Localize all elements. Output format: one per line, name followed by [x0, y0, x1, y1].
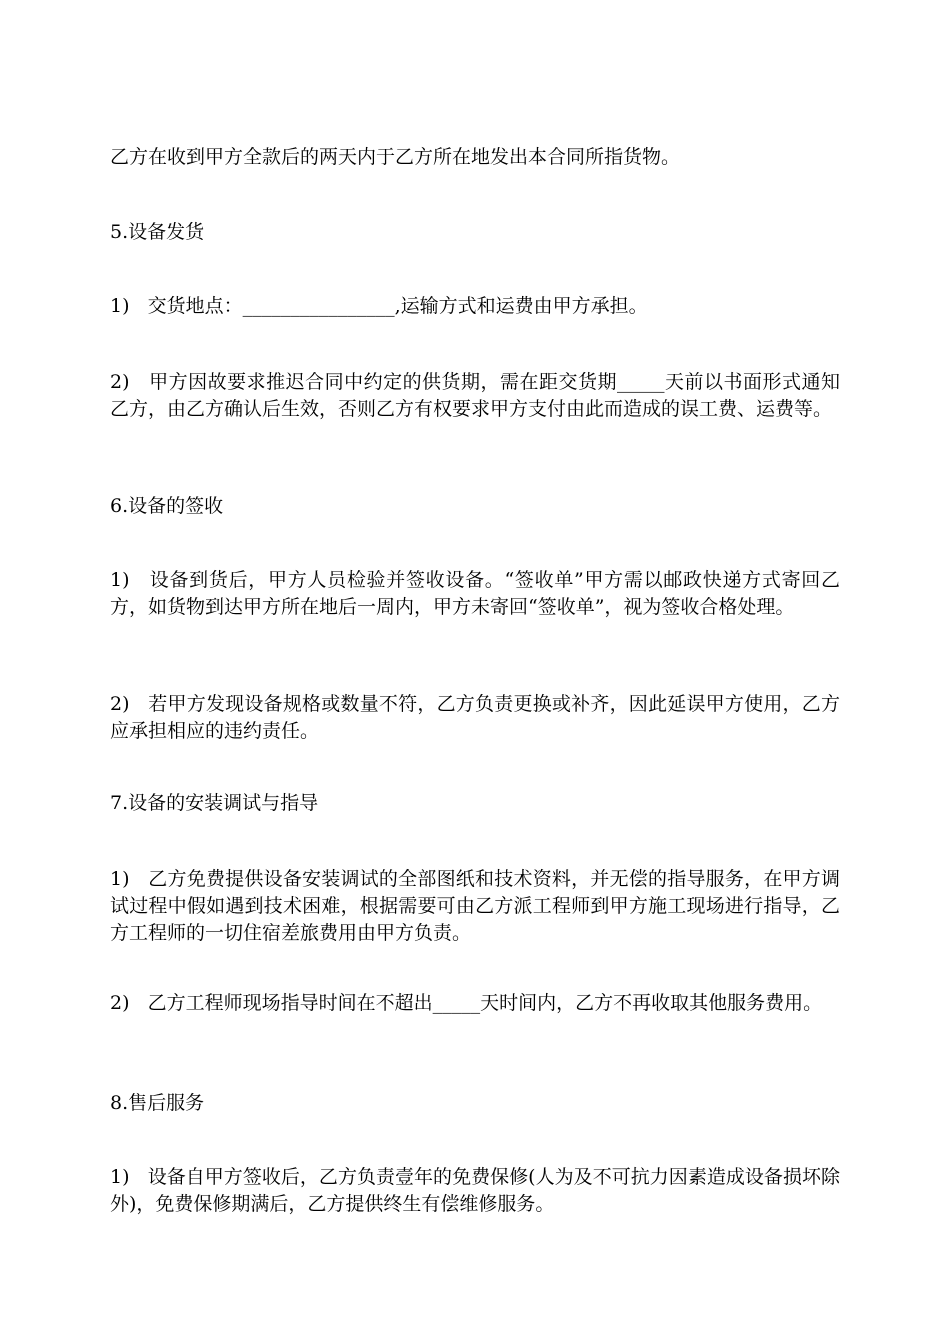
section-heading-after-sales: 8.售后服务: [110, 1092, 205, 1114]
paragraph-receipt-inspection: 1) 设备到货后，甲方人员检验并签收设备。“签收单”甲方需以邮政快递方式寄回乙方，如货物到达甲方所在地后一周内，甲方未寄回“签收单”，视为签收合格处理。: [110, 569, 840, 618]
section-heading-equipment-receipt: 6.设备的签收: [110, 495, 224, 517]
section-heading-equipment-shipping: 5.设备发货: [110, 221, 205, 243]
paragraph-spec-mismatch: 2) 若甲方发现设备规格或数量不符，乙方负责更换或补齐，因此延误甲方使用，乙方应承担相应的违约责任。: [110, 693, 840, 742]
paragraph-delivery-location: 1) 交货地点：________________,运输方式和运费由甲方承担。: [110, 295, 648, 317]
paragraph-shipping-time: 乙方在收到甲方全款后的两天内于乙方所在地发出本合同所指货物。: [110, 146, 681, 168]
paragraph-delivery-postponement: 2) 甲方因故要求推迟合同中约定的供货期，需在距交货期_____天前以书面形式通知乙方，由乙方确认后生效，否则乙方有权要求甲方支付由此而造成的误工费、运费等。: [110, 371, 840, 420]
paragraph-installation-materials: 1) 乙方免费提供设备安装调试的全部图纸和技术资料，并无偿的指导服务，在甲方调试过程中假如遇到技术困难，根据需要可由乙方派工程师到甲方施工现场进行指导，乙方工程师的一切住宿差旅费用由甲方负责。: [110, 868, 840, 944]
section-heading-installation-guidance: 7.设备的安装调试与指导: [110, 792, 319, 814]
paragraph-engineer-guidance-time: 2) 乙方工程师现场指导时间在不超出_____天时间内，乙方不再收取其他服务费用。: [110, 992, 823, 1014]
paragraph-warranty: 1) 设备自甲方签收后，乙方负责壹年的免费保修(人为及不可抗力因素造成设备损坏除外)，免费保修期满后，乙方提供终生有偿维修服务。: [110, 1166, 840, 1215]
